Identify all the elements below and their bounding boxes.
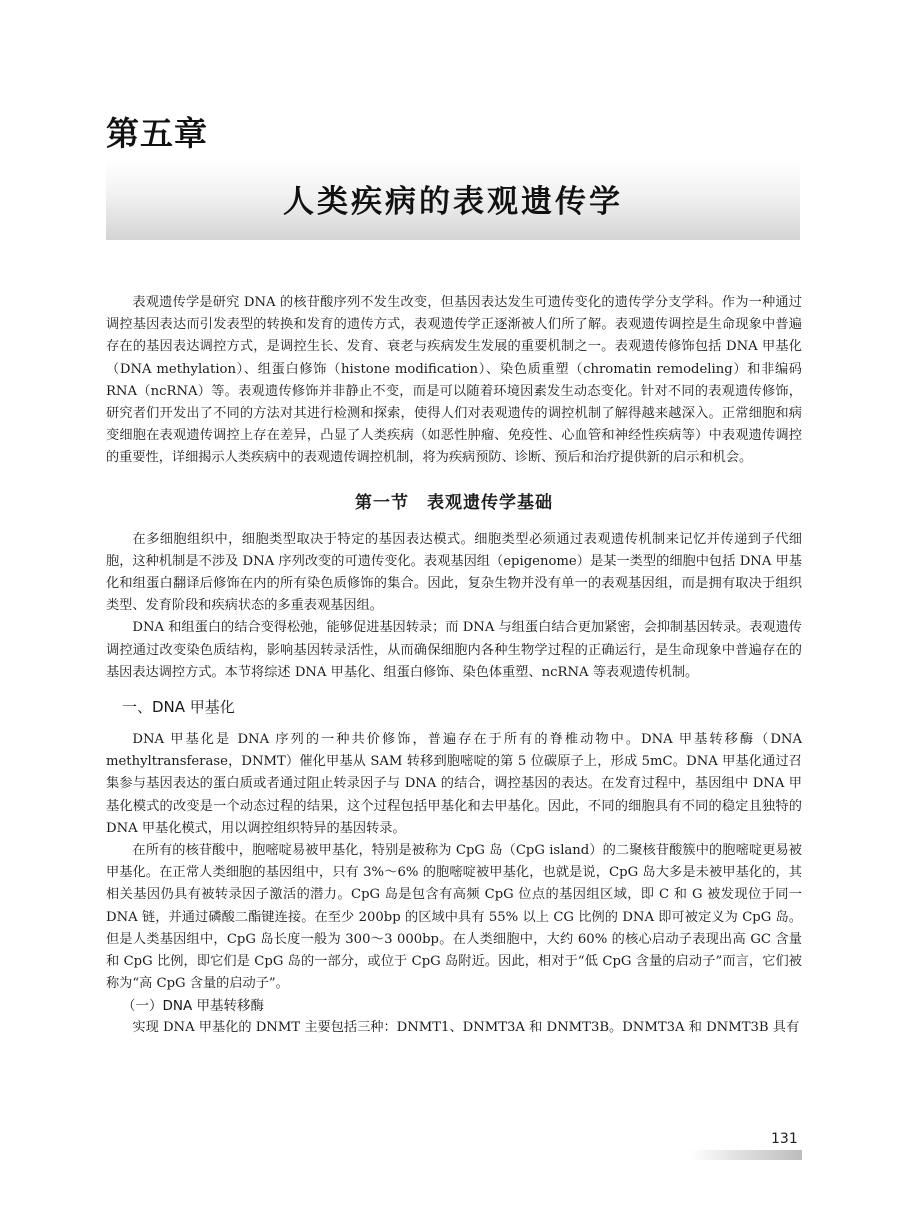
subsection-paragraph-2: 在所有的核苷酸中，胞嘧啶易被甲基化，特别是被称为 CpG 岛（CpG island）的二聚核苷酸簇中的胞嘧啶更易被甲基化。在正常人类细胞的基因组中，只有 3%～6% 的胞嘧啶被甲基化，也就是说，CpG 岛大多是未被甲基化的，其相关基因仍具有被转录因子激活的潜力。CpG 岛是包含有高频 CpG 位点的基因组区域，即 C 和 G 被发现位于同一 DNA 链，并通过磷酸二酯键连接。在至少 200bp 的区域中具有 55% 以上 CG 比例的 DNA 即可被定义为 CpG 岛。但是人类基因组中，CpG 岛长度一般为 300～3 000bp。在人类细胞中，大约 60% 的核心启动子表现出高 GC 含量和 CpG 比例，即它们是 CpG 岛的一部分，或位于 CpG 岛附近。因此，相对于“低 CpG 含量的启动子”而言，它们被称为“高 CpG 含量的启动子”。 — [106, 843, 802, 992]
subsection-paragraph-1: DNA 甲基化是 DNA 序列的一种共价修饰，普遍存在于所有的脊椎动物中。DNA 甲基转移酶（DNA methyltransferase，DNMT）催化甲基从 SAM 转移到胞嘧啶的第 5 位碳原子上，形成 5mC。DNA 甲基化通过召集参与基因表达的蛋白质或者通过阻止转录因子与 DNA 的结合，调控基因的表达。在发育过程中，基因组中 DNA 甲基化模式的改变是一个动态过程的结果，这个过程包括甲基化和去甲基化。因此，不同的细胞具有不同的稳定且独特的 DNA 甲基化模式，用以调控组织特异的基因转录。 — [106, 732, 802, 836]
section-title: 第一节 表观遗传学基础 — [355, 492, 553, 513]
footer-decoration-bar — [690, 1150, 802, 1160]
subsubsection-heading: （一）DNA 甲基转移酶 — [122, 998, 265, 1015]
page-number: 131 — [771, 1131, 798, 1147]
subsubsection-paragraph-1: 实现 DNA 甲基化的 DNMT 主要包括三种：DNMT1、DNMT3A 和 DNMT3B。DNMT3A 和 DNMT3B 具有 — [132, 1020, 800, 1036]
intro-paragraph: 表观遗传学是研究 DNA 的核苷酸序列不发生改变，但基因表达发生可遗传变化的遗传学分支学科。作为一种通过调控基因表达而引发表型的转换和发育的遗传方式，表观遗传学正逐渐被人们所了解。表观遗传调控是生命现象中普遍存在的基因表达调控方式，是调控生长、发育、衰老与疾病发生发展的重要机制之一。表观遗传修饰包括 DNA 甲基化（DNA methylation）、组蛋白修饰（histone modification）、染色质重塑（chromatin remodeling）和非编码 RNA（ncRNA）等。表观遗传修饰并非静止不变，而是可以随着环境因素发生动态变化。针对不同的表观遗传修饰，研究者们开发出了不同的方法对其进行检测和探索，使得人们对表观遗传的调控机制了解得越来越深入。正常细胞和病变细胞在表观遗传调控上存在差异，凸显了人类疾病（如恶性肿瘤、免疫性、心血管和神经性疾病等）中表观遗传调控的重要性，详细揭示人类疾病中的表观遗传调控机制，将为疾病预防、诊断、预后和治疗提供新的启示和机会。 — [106, 295, 802, 466]
chapter-label: 第五章 — [106, 114, 208, 153]
subsection-heading: 一、DNA 甲基化 — [122, 698, 235, 717]
section-paragraph-2: DNA 和组蛋白的结合变得松弛，能够促进基因转录；而 DNA 与组蛋白结合更加紧密，会抑制基因转录。表观遗传调控通过改变染色质结构，影响基因转录活性，从而确保细胞内各种生物学过程的正确运行，是生命现象中普遍存在的基因表达调控方式。本节将综述 DNA 甲基化、组蛋白修饰、染色体重塑、ncRNA 等表观遗传机制。 — [106, 620, 802, 680]
page-content — [106, 292, 802, 1040]
chapter-title: 人类疾病的表观遗传学 — [283, 184, 623, 220]
section-paragraph-1: 在多细胞组织中，细胞类型取决于特定的基因表达模式。细胞类型必须通过表观遗传机制来记忆并传递到子代细胞，这种机制是不涉及 DNA 序列改变的可遗传变化。表观基因组（epigenome）是某一类型的细胞中包括 DNA 甲基化和组蛋白翻译后修饰在内的所有染色质修饰的集合。因此，复杂生物并没有单一的表观基因组，而是拥有取决于组织类型、发育阶段和疾病状态的多重表观基因组。 — [106, 531, 802, 614]
